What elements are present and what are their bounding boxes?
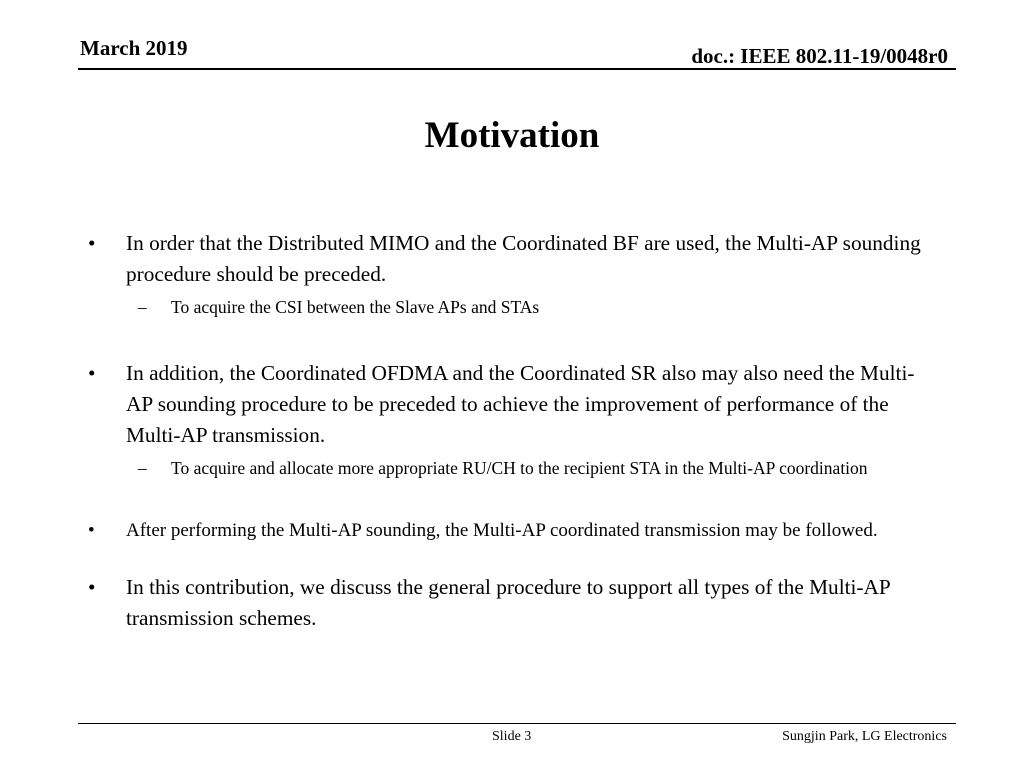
bullet-marker: •: [88, 231, 96, 255]
bullet-item: [88, 572, 938, 634]
bullet-marker: •: [88, 575, 96, 599]
sub-bullet-text: To acquire and allocate more appropriate RU/CH to the recipient STA in the Multi-AP coordination: [171, 458, 868, 478]
slide-body: [88, 228, 938, 634]
header-date: March 2019: [80, 36, 188, 60]
bullet-text: In this contribution, we discuss the general procedure to support all types of the Multi-AP transmission schemes.: [126, 575, 890, 630]
bullet-text: After performing the Multi-AP sounding, the Multi-AP coordinated transmission may be followed.: [126, 520, 878, 541]
footer-author: Sungjin Park, LG Electronics: [782, 729, 947, 744]
bullet-marker: •: [88, 361, 96, 385]
bullet-item: [88, 358, 938, 451]
sub-bullet-item: [88, 455, 938, 481]
slide-title: Motivation: [424, 115, 600, 156]
footer-slide-number: Slide 3: [492, 729, 532, 744]
sub-bullet-text: To acquire the CSI between the Slave APs and STAs: [171, 297, 540, 317]
bullet-text: In addition, the Coordinated OFDMA and the Coordinated SR also may also need the Multi-AP sounding procedure to be preceded to achieve the improvement of performance of the Multi-AP transmission.: [126, 361, 915, 447]
header-doc-id: doc.: IEEE 802.11-19/0048r0: [691, 44, 948, 68]
sub-bullet-item: [88, 294, 938, 320]
bullet-marker: •: [88, 520, 95, 541]
bullet-item: [88, 228, 938, 290]
bullet-item: [88, 517, 938, 544]
bullet-text: In order that the Distributed MIMO and the Coordinated BF are used, the Multi-AP sounding procedure should be preceded.: [126, 231, 921, 286]
sub-bullet-marker: –: [138, 297, 147, 317]
header-divider: [78, 68, 956, 70]
sub-bullet-marker: –: [138, 458, 147, 478]
footer-divider: [78, 723, 956, 724]
